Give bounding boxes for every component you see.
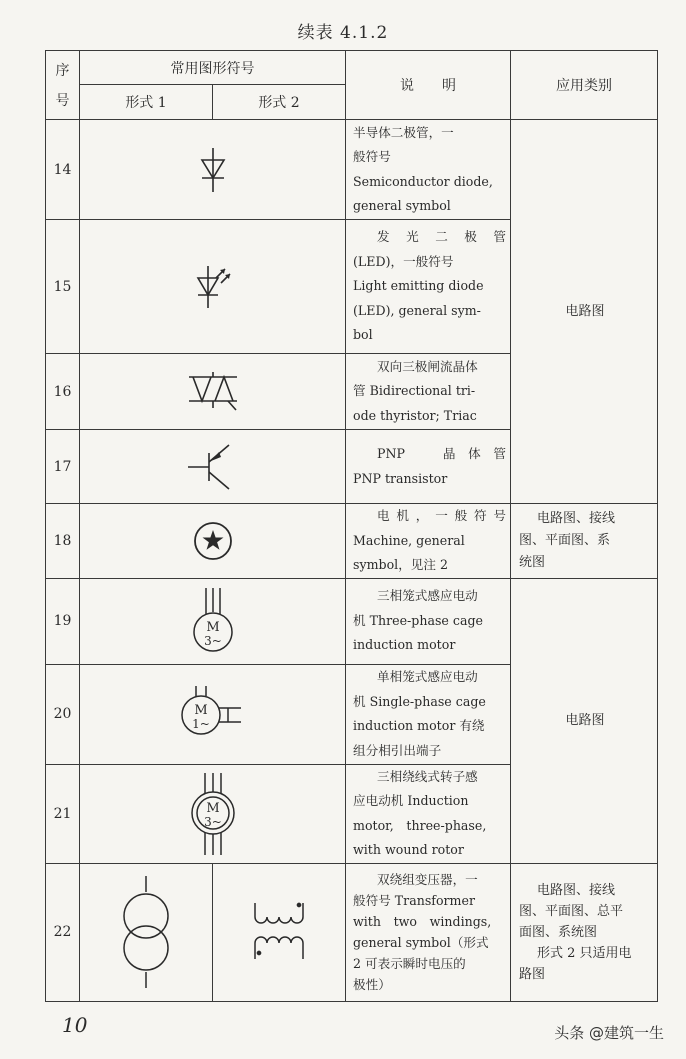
category-cell [511,578,658,863]
description-cell [346,220,511,354]
led-icon [188,262,238,312]
row-number: 20 [46,664,80,764]
symbol-cell-form2 [213,863,346,1001]
description-line: (LED)，一般符号 [353,253,454,269]
machine-icon [191,519,235,563]
row-number: 18 [46,504,80,579]
three-phase-cage-motor-icon [188,586,238,656]
page-number: 10 [62,1013,88,1037]
description-line: 机 Three-phase cage [353,612,483,628]
description-line: Semiconductor diode, [353,173,493,189]
single-phase-motor-icon [178,684,248,744]
row-number: 21 [46,764,80,863]
description-cell [346,664,511,764]
symbol-group-header: 常用图形符号 [80,51,346,85]
seq-header-line1: 序 [55,63,70,79]
table-row [46,863,658,1001]
symbol-table [45,50,658,1002]
description-line: PNP 晶体管 [377,446,506,461]
row-number: 22 [46,863,80,1001]
symbol-cell-form1 [80,863,213,1001]
description-cell [346,863,511,1001]
description-line: 半导体二极管，一 [353,124,454,140]
category-line: 电路图、接线 [537,510,616,526]
motor-label-phase: 1~ [191,717,210,731]
description-cell [346,504,511,579]
category-line: 路图 [519,966,546,982]
symbol-cell [80,430,346,504]
description-line: 组分相引出端子 [353,742,442,758]
description-line: induction motor 有绕 [353,718,485,733]
description-line: 双绕组变压器，一 [377,872,478,887]
motor-label-phase: 3~ [203,634,222,648]
symbol-cell [80,764,346,863]
category-cell [511,504,658,579]
category-text: 电路图 [565,303,605,319]
row-number: 16 [46,354,80,430]
motor-label-phase: 3~ [203,814,222,829]
symbol-cell [80,578,346,664]
category-header: 应用类别 [511,51,658,120]
category-line: 形式 2 只适用电 [537,945,632,961]
description-line: Light emitting diode [353,278,484,294]
category-cell [511,120,658,504]
watermark: 头条 @建筑一生 [554,1024,664,1042]
category-line: 图、平面图、总平 [519,903,624,919]
description-line: 单相笼式感应电动 [377,669,478,684]
description-line: 三相绕线式转子感 [377,768,478,784]
description-line: 电机，一般符号 [377,508,506,523]
pnp-transistor-icon [185,440,241,494]
motor-label-m: M [205,800,220,816]
motor-label-m: M [193,703,208,718]
seq-header-line2: 号 [55,93,70,109]
transformer-form2-icon [249,897,309,967]
description-cell [346,354,511,430]
description-line: 发光二极管 [377,229,506,245]
description-line: 机 Single-phase cage [353,693,486,709]
symbol-cell [80,220,346,354]
description-line: induction motor [353,637,456,653]
table-row [46,120,658,220]
category-text: 电路图 [565,712,605,728]
row-number: 17 [46,430,80,504]
description-line: 极性） [353,977,391,992]
triac-icon [183,372,243,412]
symbol-cell [80,664,346,764]
category-cell [511,863,658,1001]
description-line: 双向三极闸流晶体 [377,358,478,374]
description-line: general symbol [353,198,451,213]
form2-header: 形式 2 [213,85,346,120]
category-line: 图、平面图、系 [519,532,611,548]
diode-icon [193,145,233,195]
description-header: 说 明 [346,51,511,120]
symbol-cell [80,120,346,220]
description-line: with wound rotor [353,842,464,857]
description-line: with two windings, [353,914,492,929]
seq-header [46,51,80,120]
table-row [46,504,658,579]
description-line: 2 可表示瞬时电压的 [353,956,466,971]
symbol-cell [80,354,346,430]
description-line: general symbol（形式 [353,935,489,950]
description-line: ode thyristor; Triac [353,407,477,423]
row-number: 19 [46,578,80,664]
table-row [46,578,658,664]
description-line: 应电动机 Induction [353,793,469,808]
category-line: 电路图、接线 [537,882,616,898]
category-line: 面图、系统图 [519,924,598,940]
description-line: 般符号 Transformer [353,893,475,908]
description-line: (LED), general sym- [353,302,481,318]
description-cell [346,120,511,220]
motor-label-m: M [205,620,220,635]
description-line: Machine, general [353,532,465,548]
description-line: 般符号 [353,149,391,164]
row-number: 15 [46,220,80,354]
description-line: symbol，见注 2 [353,557,448,572]
description-cell [346,430,511,504]
transformer-form1-icon [121,876,171,988]
description-line: bol [353,327,373,343]
row-number: 14 [46,120,80,220]
description-line: 三相笼式感应电动 [377,588,478,604]
description-cell [346,578,511,664]
description-line: PNP transistor [353,470,448,486]
form1-header: 形式 1 [80,85,213,120]
page-title: 续表 4.1.2 [297,23,389,43]
symbol-cell [80,504,346,579]
category-line: 统图 [519,554,546,570]
description-line: 管 Bidirectional tri- [353,383,476,399]
description-cell [346,764,511,863]
description-line: motor, three-phase, [353,817,487,833]
wound-rotor-motor-icon [185,771,241,857]
